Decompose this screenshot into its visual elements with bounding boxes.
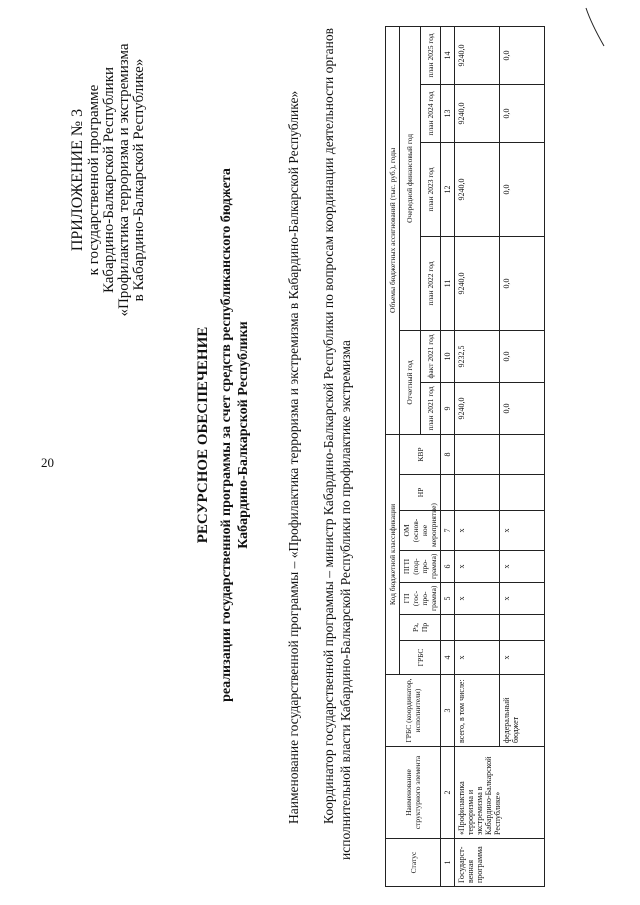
cell-plan-2023: 9240,0 <box>455 142 500 236</box>
column-number: 8 <box>441 434 455 474</box>
header-code-gp: ГП (гос-про-грамма) <box>400 583 441 615</box>
header-report-year: Отчетный год <box>400 330 421 434</box>
cell-code-om: x <box>500 511 545 551</box>
appendix-number: ПРИЛОЖЕНИЕ № 3 <box>69 108 86 252</box>
cell-fact-2021: 9232,5 <box>455 330 500 382</box>
cell-plan-2025: 0,0 <box>500 26 545 84</box>
header-plan-2021: план 2021 год <box>420 382 441 434</box>
appendix-line: к государственной программе <box>86 84 102 276</box>
title-line: Кабардино-Балкарской Республики <box>236 321 251 549</box>
header-grbs: ГРБС (координатор, исполнители) <box>386 675 441 747</box>
header-code-group: Код бюджетной классификации <box>386 434 400 674</box>
cell-code-om: x <box>455 511 500 551</box>
appendix-block <box>70 15 147 345</box>
cell-code-kvr <box>455 434 500 474</box>
cell-plan-2021: 0,0 <box>500 382 545 434</box>
cell-code-nr <box>500 475 545 511</box>
column-number: 5 <box>441 583 455 615</box>
program-name-paragraph <box>285 28 302 860</box>
cell-plan-2023: 0,0 <box>500 142 545 236</box>
header-plan-2024: план 2024 год <box>420 84 441 142</box>
column-number: 3 <box>441 675 455 747</box>
header-plan-2025: план 2025 год <box>420 26 441 84</box>
column-number: 14 <box>441 26 455 84</box>
coordinator-text: Координатор государственной программы – министр Кабардино-Балкарской Республики по вопросам координации деятельности органов исполнительной власти Кабардино-Балкарской Республики по профилактике экстремизма <box>321 28 353 860</box>
cell-name: «Профилактика терроризма и экстремизма в Кабардино-Балкарской Республике» <box>455 747 545 839</box>
cell-status: Государст-венная программа <box>455 839 545 887</box>
header-status: Статус <box>386 839 441 887</box>
program-name-text: Наименование государственной программы – «Профилактика терроризма и экстремизма в Кабардино-Балкарской Республике» <box>286 90 301 824</box>
header-plan-2023: план 2023 год <box>420 142 441 236</box>
title-main: РЕСУРСНОЕ ОБЕСПЕЧЕНИЕ <box>195 326 211 544</box>
header-code-grbs: ГРБС <box>400 641 441 675</box>
cell-code-grbs: x <box>455 641 500 675</box>
cell-plan-2024: 0,0 <box>500 84 545 142</box>
column-number: 9 <box>441 382 455 434</box>
column-number: 13 <box>441 84 455 142</box>
table-row <box>455 26 500 886</box>
header-fact-2021: факт 2021 год <box>420 330 441 382</box>
column-number: 12 <box>441 142 455 236</box>
cell-fact-2021: 0,0 <box>500 330 545 382</box>
cell-code-pgp: x <box>500 551 545 583</box>
page-number: 20 <box>41 455 54 470</box>
cell-code-kvr <box>500 434 545 474</box>
appendix-line: в Кабардино-Балкарской Республике» <box>131 58 147 302</box>
cell-plan-2024: 9240,0 <box>455 84 500 142</box>
resource-table <box>385 26 545 887</box>
title-line: реализации государственной программы за счет средств республиканского бюджета <box>219 168 234 702</box>
header-code-nr: НР <box>400 475 441 511</box>
cell-plan-2025: 9240,0 <box>455 26 500 84</box>
cell-code-grbs: x <box>500 641 545 675</box>
cell-plan-2021: 9240,0 <box>455 382 500 434</box>
header-next-year: Очередной финансовый год <box>400 26 421 330</box>
column-number: 6 <box>441 551 455 583</box>
column-number: 4 <box>441 641 455 675</box>
header-name: Наименование структурного элемента <box>386 747 441 839</box>
cell-plan-2022: 0,0 <box>500 236 545 330</box>
cell-code-pgp: x <box>455 551 500 583</box>
cell-code-gp: x <box>455 583 500 615</box>
header-volumes-group: Объемы бюджетных ассигнований (тыс. руб.), годы <box>386 26 400 434</box>
appendix-line: Кабардино-Балкарской Республики <box>101 66 117 294</box>
document-title <box>195 45 252 825</box>
coordinator-paragraph <box>320 28 354 860</box>
header-code-rzpr: Рз, Пр <box>400 615 441 641</box>
column-number <box>441 475 455 511</box>
cell-plan-2022: 9240,0 <box>455 236 500 330</box>
column-number: 7 <box>441 511 455 551</box>
cell-code-gp: x <box>500 583 545 615</box>
column-number: 11 <box>441 236 455 330</box>
column-number: 2 <box>441 747 455 839</box>
header-code-om: ОМ (основ-ное мероприятие) <box>400 511 441 551</box>
cell-code-rzpr <box>455 615 500 641</box>
column-number: 1 <box>441 839 455 887</box>
header-code-kvr: КВР <box>400 434 441 474</box>
appendix-line: «Профилактика терроризма и экстремизма <box>116 43 132 317</box>
header-code-pgp: ПГП (под-про-грамма) <box>400 551 441 583</box>
cell-code-nr <box>455 475 500 511</box>
column-number <box>441 615 455 641</box>
cell-grbs: всего, в том числе: <box>455 675 500 747</box>
header-plan-2022: план 2022 год <box>420 236 441 330</box>
column-number: 10 <box>441 330 455 382</box>
cell-code-rzpr <box>500 615 545 641</box>
cell-grbs: федеральный бюджет <box>500 675 545 747</box>
